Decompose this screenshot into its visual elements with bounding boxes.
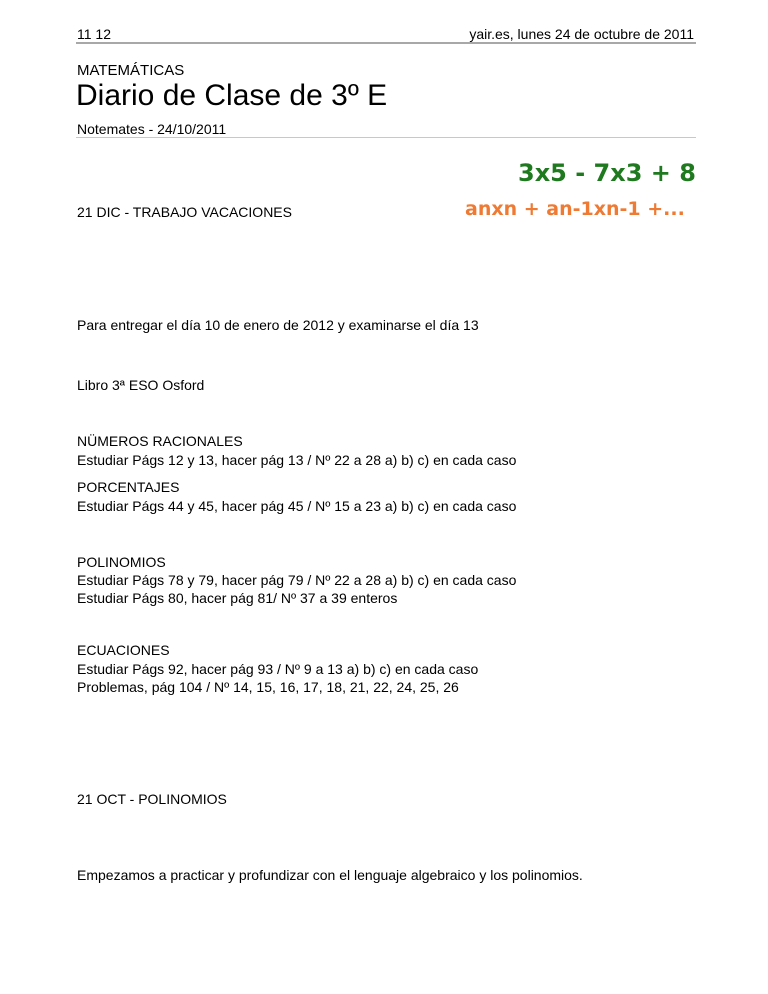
source-date: yair.es, lunes 24 de octubre de 2011 <box>469 26 694 42</box>
paragraph: Problemas, pág 104 / Nº 14, 15, 16, 17, 18, 21, 22, 24, 25, 26 <box>77 679 459 695</box>
paragraph: Estudiar Págs 80, hacer pág 81/ Nº 37 a 39 enteros <box>77 590 398 606</box>
author-line: Notemates - 24/10/2011 <box>77 121 227 137</box>
topic-heading: PORCENTAJES <box>77 479 180 495</box>
page-number: 11 12 <box>77 26 111 42</box>
paragraph: Estudiar Págs 92, hacer pág 93 / Nº 9 a 13 a) b) c) en cada caso <box>77 661 479 677</box>
banner-line-1: 3x5 - 7x3 + 8 <box>518 159 696 187</box>
banner-line-2: anxn + an-1xn-1 +... <box>465 198 685 220</box>
header-divider <box>76 42 696 44</box>
topic-heading: POLINOMIOS <box>77 554 166 570</box>
section-heading: 21 OCT - POLINOMIOS <box>77 791 227 807</box>
polynomial-banner-image <box>455 156 696 230</box>
title-divider <box>76 137 696 138</box>
section-heading: 21 DIC - TRABAJO VACACIONES <box>77 204 292 220</box>
paragraph: Empezamos a practicar y profundizar con el lenguaje algebraico y los polinomios. <box>77 867 583 883</box>
paragraph: Estudiar Págs 44 y 45, hacer pág 45 / Nº 15 a 23 a) b) c) en cada caso <box>77 498 517 514</box>
topic-heading: NÜMEROS RACIONALES <box>77 433 243 449</box>
paragraph: Para entregar el día 10 de enero de 2012 y examinarse el día 13 <box>77 317 479 333</box>
paragraph: Libro 3ª ESO Osford <box>77 377 205 393</box>
paragraph: Estudiar Págs 12 y 13, hacer pág 13 / Nº 22 a 28 a) b) c) en cada caso <box>77 452 517 468</box>
subject-label: MATEMÁTICAS <box>77 62 185 79</box>
page-title: Diario de Clase de 3º E <box>76 79 388 112</box>
paragraph: Estudiar Págs 78 y 79, hacer pág 79 / Nº 22 a 28 a) b) c) en cada caso <box>77 572 517 588</box>
topic-heading: ECUACIONES <box>77 642 170 658</box>
